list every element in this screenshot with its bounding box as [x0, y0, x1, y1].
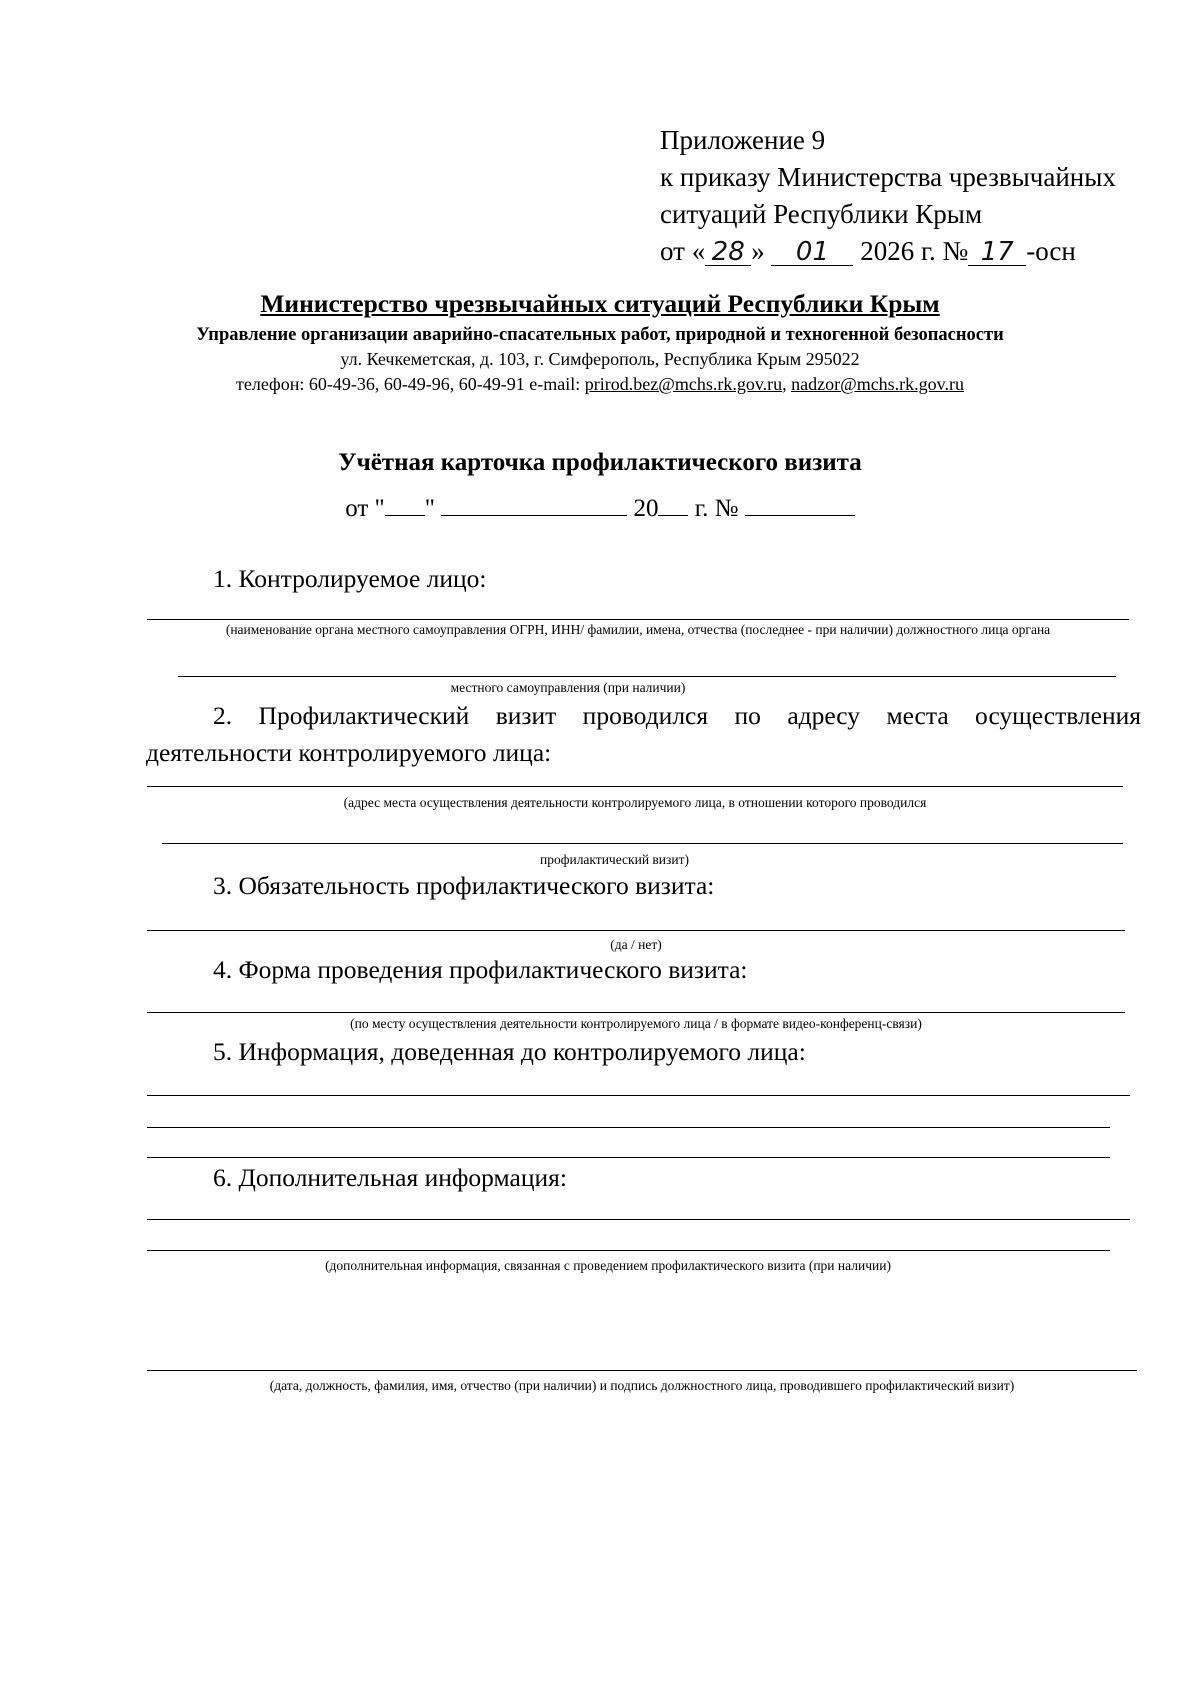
item3-field-line[interactable] [147, 930, 1125, 931]
item1-caption-a: (наименование органа местного самоуправления ОГРН, ИНН/ фамилии, имена, отчества (последнее - при наличии) должностного лица органа [225, 622, 1051, 637]
item2-field-line-1[interactable] [147, 786, 1123, 787]
item2-field-line-2[interactable] [162, 843, 1123, 844]
item5-label: 5. Информация, доведенная до контролируемого лица: [213, 1037, 806, 1066]
card-date-number-label: г. № [694, 495, 739, 522]
appendix-order-line: к приказу Министерства чрезвычайных [660, 162, 1116, 192]
item2-caption-a: (адрес места осуществления деятельности контролируемого лица, в отношении которого проводился [343, 795, 927, 810]
item2-line-2: деятельности контролируемого лица: [146, 738, 552, 767]
contact-line [0, 374, 1200, 395]
date-mid: » [751, 236, 765, 266]
item5-field-line-1[interactable] [147, 1095, 1130, 1096]
date-prefix: от « [660, 236, 706, 266]
appendix-ministry-line: ситуаций Республики Крым [660, 199, 983, 229]
item1-label: 1. Контролируемое лицо: [213, 564, 487, 593]
card-year-blank[interactable] [658, 491, 688, 516]
signature-caption: (дата, должность, фамилия, имя, отчество (при наличии) и подпись должностного лица, проводившего профилактический визит) [269, 1378, 1015, 1393]
email-link-prirod[interactable]: prirod.bez@mchs.rk.gov.ru [584, 374, 783, 394]
item4-label: 4. Форма проведения профилактического визита: [213, 955, 748, 984]
handwritten-day: 28 [705, 239, 751, 266]
postal-address: ул. Кечкеметская, д. 103, г. Симферополь, Республика Крым 295022 [340, 349, 860, 369]
item6-field-line-2[interactable] [147, 1250, 1110, 1251]
item2-line-1: 2. Профилактический визит проводился по адресу места осуществления [213, 701, 1141, 730]
item6-caption: (дополнительная информация, связанная с проведением профилактического визита (при наличии) [325, 1258, 891, 1273]
card-title: Учётная карточка профилактического визита [338, 449, 862, 476]
year-text: 2026 г. № [860, 236, 969, 266]
card-date-quote: " [424, 495, 435, 522]
number-suffix: -осн [1026, 236, 1076, 266]
item5-field-line-3[interactable] [147, 1157, 1110, 1158]
handwritten-month: 01 [771, 239, 853, 266]
appendix-block [660, 122, 1116, 270]
card-date-line [0, 491, 1200, 523]
item4-caption: (по месту осуществления деятельности контролируемого лица / в формате видео-конференц-связи) [350, 1016, 922, 1031]
item2-caption-b: профилактический визит) [540, 852, 689, 867]
item1-field-line-2[interactable] [178, 676, 1116, 677]
item4-field-line[interactable] [147, 1012, 1125, 1013]
item3-label: 3. Обязательность профилактического визита: [213, 871, 715, 900]
item2-paragraph [146, 697, 1141, 771]
appendix-date-line [660, 233, 1116, 270]
email-separator: , [782, 374, 792, 394]
item6-label: 6. Дополнительная информация: [213, 1163, 567, 1192]
card-number-blank[interactable] [745, 491, 855, 516]
email-link-nadzor[interactable]: nadzor@mchs.rk.gov.ru [791, 374, 965, 394]
item1-caption-b: местного самоуправления (при наличии) [450, 680, 686, 695]
card-day-blank[interactable] [385, 491, 425, 516]
card-month-blank[interactable] [441, 491, 627, 516]
item5-field-line-2[interactable] [147, 1127, 1110, 1128]
item1-field-line-1[interactable] [147, 619, 1129, 620]
department-name: Управление организации аварийно-спасательных работ, природной и техногенной безопасности [196, 325, 1004, 345]
card-date-year: 20 [633, 495, 659, 522]
card-date-from: от " [345, 495, 385, 522]
appendix-title: Приложение 9 [660, 125, 826, 155]
ministry-title: Министерство чрезвычайных ситуаций Республики Крым [260, 289, 940, 318]
item6-field-line-1[interactable] [147, 1219, 1130, 1220]
handwritten-number: 17 [968, 239, 1026, 266]
signature-field-line[interactable] [147, 1370, 1137, 1371]
item3-caption: (да / нет) [610, 937, 662, 952]
phone-text: телефон: 60-49-36, 60-49-96, 60-49-91 e-mail: [235, 374, 585, 394]
